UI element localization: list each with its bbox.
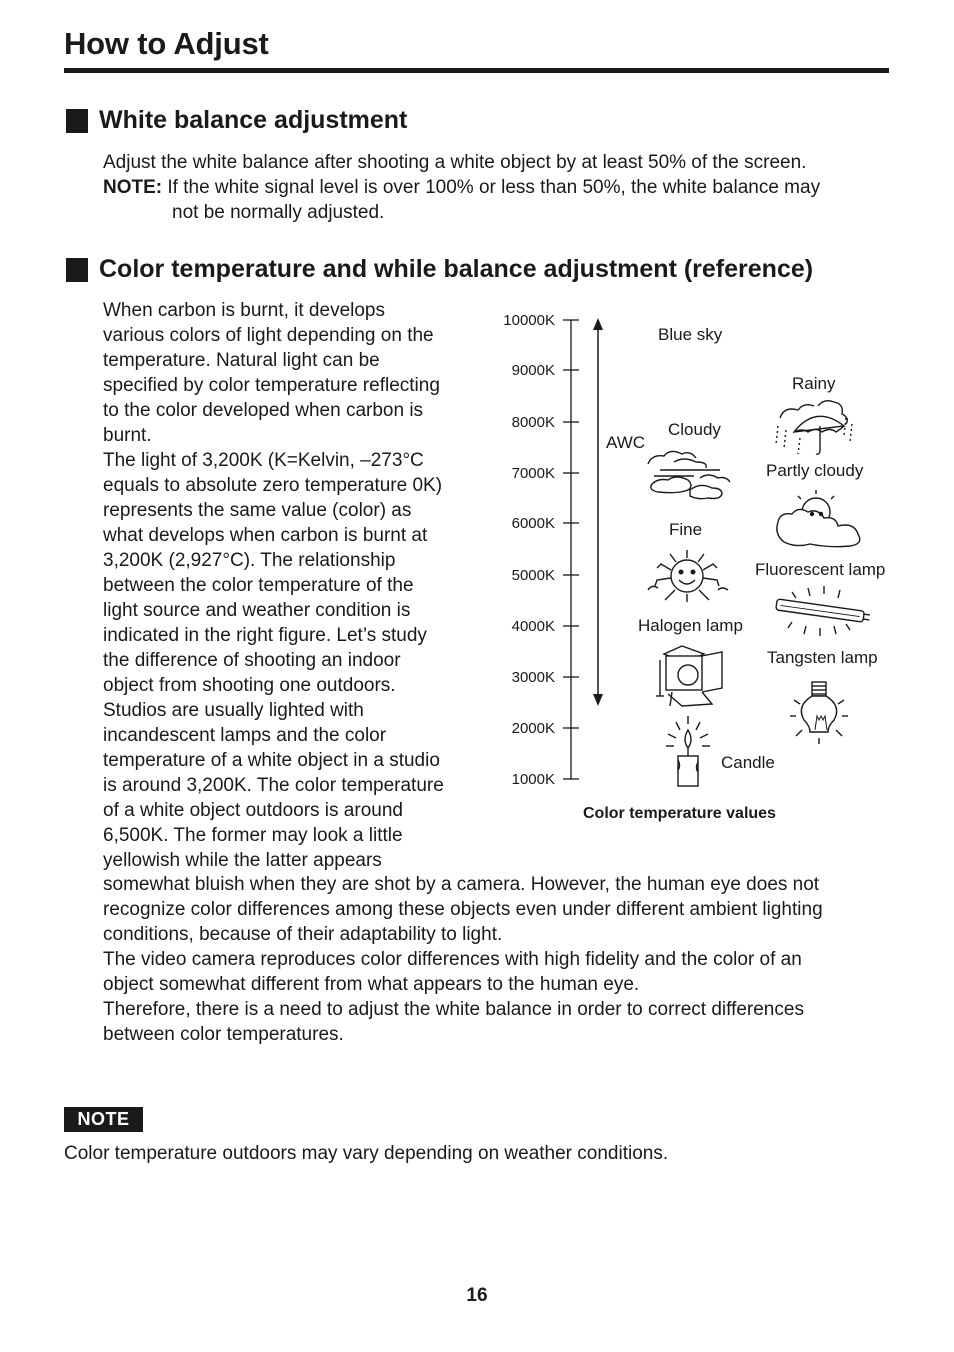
label-blue-sky: Blue sky — [658, 325, 723, 344]
label-cloudy: Cloudy — [668, 420, 721, 439]
tick-label: 6000K — [511, 515, 555, 532]
text-line: specified by color temperature reflecting — [103, 375, 440, 396]
text-line: object from shooting one outdoors. — [103, 675, 396, 696]
section-heading-text: White balance adjustment — [99, 106, 408, 134]
label-halogen: Halogen lamp — [638, 616, 743, 635]
text-line: between the color temperature of the — [103, 575, 414, 596]
arrow-down-icon — [593, 694, 603, 706]
text-line: object somewhat different from what appears to the human eye. — [103, 974, 640, 995]
partly-cloudy-icon — [777, 490, 860, 547]
wb-note-text: If the white signal level is over 100% or less than 50%, the white balance may — [162, 177, 821, 198]
tick-label: 7000K — [511, 465, 555, 482]
figure-caption: Color temperature values — [583, 805, 776, 822]
text-line: Studios are usually lighted with — [103, 700, 364, 721]
awc-range-arrow — [593, 318, 603, 706]
text-line: conditions, because of their adaptability to light. — [103, 924, 503, 945]
note-badge: NOTE — [64, 1107, 143, 1132]
ct-full-text — [103, 872, 903, 1047]
title-rule — [64, 68, 889, 73]
text-line: Therefore, there is a need to adjust the white balance in order to correct differences — [103, 999, 804, 1020]
cloud-icon — [648, 451, 730, 498]
wb-paragraph: Adjust the white balance after shooting a white object by at least 50% of the screen. — [103, 152, 807, 173]
text-line: between color temperatures. — [103, 1024, 344, 1045]
text-line: temperature. Natural light can be — [103, 350, 380, 371]
note-text: Color temperature outdoors may vary depending on weather conditions. — [64, 1143, 669, 1164]
wb-note — [103, 175, 903, 200]
text-line: represents the same value (color) as — [103, 500, 412, 521]
tick-label: 8000K — [511, 414, 555, 431]
text-line: what develops when carbon is burnt at — [103, 525, 428, 546]
section-heading-text: Color temperature and while balance adjustment (reference) — [99, 255, 814, 283]
page-number: 16 — [466, 1285, 488, 1306]
label-tangsten: Tangsten lamp — [767, 648, 878, 667]
section-heading-color-temperature — [66, 255, 813, 284]
tick-label: 4000K — [511, 618, 555, 635]
text-line: various colors of light depending on the — [103, 325, 434, 346]
text-line: 6,500K. The former may look a little — [103, 825, 403, 846]
tick-label: 10000K — [503, 312, 555, 329]
halogen-lamp-icon — [656, 646, 722, 706]
label-partly-cloudy: Partly cloudy — [766, 461, 864, 480]
tick-label: 2000K — [511, 720, 555, 737]
text-line: is around 3,200K. The color temperature — [103, 775, 444, 796]
label-fine: Fine — [669, 520, 703, 539]
text-line: temperature of a white object in a studio — [103, 750, 440, 771]
tick-label: 1000K — [511, 771, 555, 788]
text-line: light source and weather condition is — [103, 600, 411, 621]
arrow-up-icon — [593, 318, 603, 330]
ct-column-text — [103, 298, 483, 873]
text-line: The video camera reproduces color differences with high fidelity and the color of an — [103, 949, 802, 970]
wb-note-label: NOTE: — [103, 177, 163, 198]
awc-label: AWC — [606, 433, 646, 452]
section-heading-white-balance — [66, 106, 407, 135]
heading-square-icon — [66, 109, 88, 133]
tick-label: 9000K — [511, 362, 555, 379]
text-line: recognize color differences among these objects even under different ambient lighting — [103, 899, 823, 920]
text-line: to the color developed when carbon is — [103, 400, 424, 421]
tick-label: 3000K — [511, 669, 555, 686]
tick-labels — [503, 312, 555, 788]
sun-icon — [648, 550, 728, 602]
text-line: 3,200K (2,927°C). The relationship — [103, 550, 396, 571]
lightbulb-icon — [790, 682, 848, 744]
text-line: equals to absolute zero temperature 0K) — [103, 475, 443, 496]
figure-labels — [638, 325, 885, 772]
text-line: When carbon is burnt, it develops — [103, 300, 385, 321]
text-line: incandescent lamps and the color — [103, 725, 387, 746]
heading-square-icon — [66, 258, 88, 282]
fluorescent-lamp-icon — [776, 586, 871, 636]
page-title: How to Adjust — [64, 26, 269, 61]
text-line: The light of 3,200K (K=Kelvin, –273°C — [103, 450, 424, 471]
scale-ticks — [563, 320, 579, 779]
text-line: of a white object outdoors is around — [103, 800, 403, 821]
text-line: somewhat bluish when they are shot by a camera. However, the human eye does not — [103, 874, 820, 895]
label-fluorescent: Fluorescent lamp — [755, 560, 886, 579]
label-rainy: Rainy — [792, 374, 836, 393]
label-candle: Candle — [721, 753, 775, 772]
text-line: yellowish while the latter appears — [103, 850, 382, 871]
wb-note-continuation: not be normally adjusted. — [172, 202, 385, 223]
candle-icon — [666, 716, 710, 786]
rain-umbrella-icon — [776, 401, 852, 455]
text-line: burnt. — [103, 425, 152, 446]
text-line: the difference of shooting an indoor — [103, 650, 401, 671]
tick-label: 5000K — [511, 567, 555, 584]
text-line: indicated in the right figure. Let’s study — [103, 625, 427, 646]
